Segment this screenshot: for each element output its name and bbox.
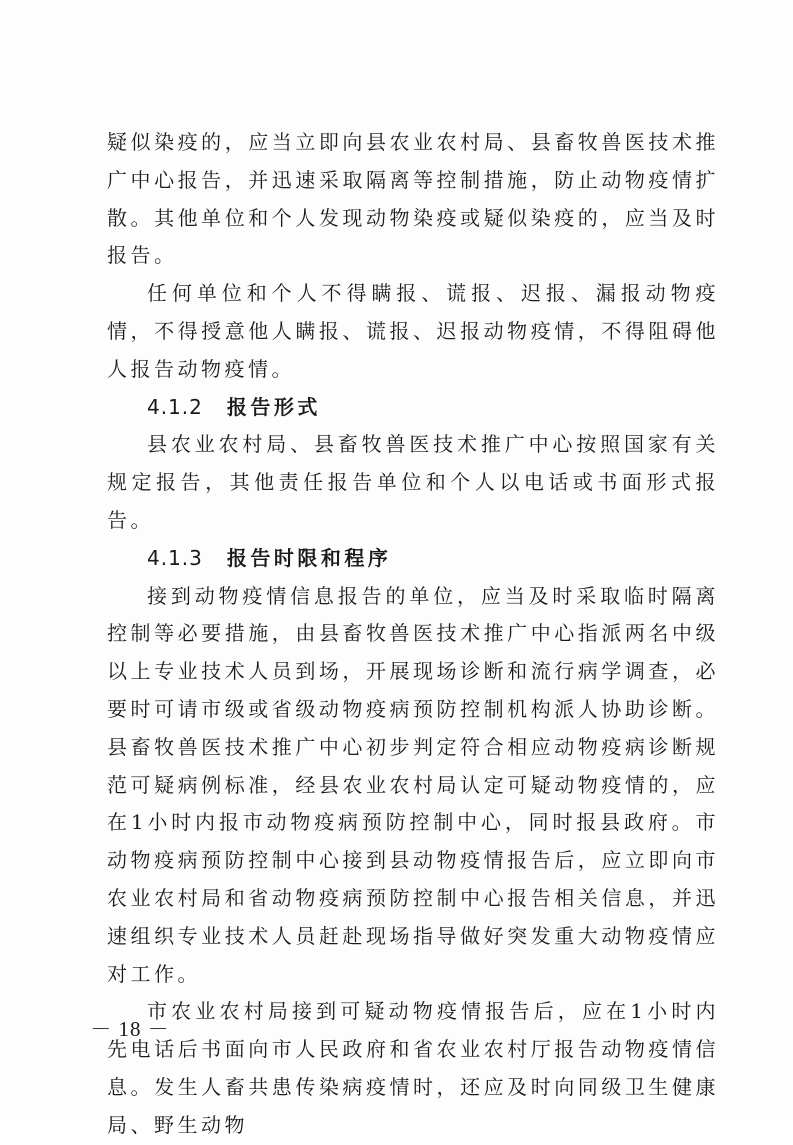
paragraph-no-concealment: 任何单位和个人不得瞒报、谎报、迟报、漏报动物疫情，不得授意他人瞒报、谎报、迟报动物疫情，不得阻碍他人报告动物疫情。: [107, 281, 719, 381]
section-heading-4-1-2: [107, 389, 719, 427]
section-title: 报告时限和程序: [226, 545, 392, 570]
document-body: [107, 124, 719, 1145]
section-heading-4-1-3: [107, 540, 719, 578]
page-number: － 18 －: [90, 1017, 170, 1041]
paragraph-report-procedure: 接到动物疫情信息报告的单位，应当及时采取临时隔离控制等必要措施，由县畜牧兽医技术推广中心指派两名中级以上专业技术人员到场，开展现场诊断和流行病学调查，必要时可请市级或省级动物疫病预防控制机构派人协助诊断。县畜牧兽医技术推广中心初步判定符合相应动物疫病诊断规范可疑病例标准，经县农业农村局认定可疑动物疫情的，应在1小时内报市动物疫病预防控制中心，同时报县政府。市动物疫病预防控制中心接到县动物疫情报告后，应立即向市农业农村局和省动物疫病预防控制中心报告相关信息，并迅速组织专业技术人员赶赴现场指导做好突发重大动物疫情应对工作。: [107, 583, 719, 986]
section-number: 4.1.2: [147, 394, 203, 419]
section-number: 4.1.3: [147, 545, 203, 570]
paragraph-report-form: 县农业农村局、县畜牧兽医技术推广中心按照国家有关规定报告，其他责任报告单位和个人以电话或书面形式报告。: [107, 432, 719, 532]
paragraph-reporting-obligation: 疑似染疫的，应当立即向县农业农村局、县畜牧兽医技术推广中心报告，并迅速采取隔离等控制措施，防止动物疫情扩散。其他单位和个人发现动物染疫或疑似染疫的，应当及时报告。: [107, 130, 719, 268]
section-title: 报告形式: [226, 394, 321, 419]
paragraph-city-report: 市农业农村局接到可疑动物疫情报告后，应在1小时内先电话后书面向市人民政府和省农业农村厅报告动物疫情信息。发生人畜共患传染病疫情时，还应及时向同级卫生健康局、野生动物: [107, 999, 719, 1137]
